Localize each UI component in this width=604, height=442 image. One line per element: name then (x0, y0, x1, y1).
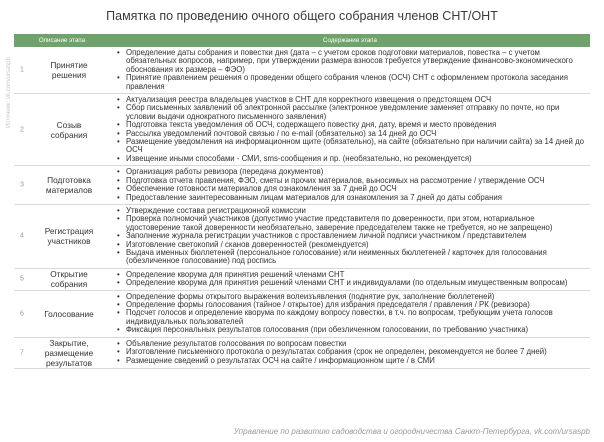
stage-cell (14, 94, 110, 166)
side-watermark: Источник: vk.com/ursaspb (6, 57, 12, 128)
table-row (14, 47, 590, 94)
stage-cell (14, 204, 110, 268)
list-item: • Заполнение журнала регистрации участников с проставлением личной подписи участником / представителем (117, 232, 590, 240)
list-item: • Подсчет голосов и определение кворума по каждому вопросу повестки, в т.ч. по вопросам, требующим учета голосов индивидуальных пользователей (117, 309, 590, 326)
table-row (14, 94, 590, 166)
list-item: • Организация работы ревизора (передача документов) (117, 168, 590, 176)
list-item: • Изготовление письменного протокола о результатах собрания (срок не определен, рекомендуется не более 7 дней) (117, 348, 590, 356)
list-item: • Актуализация реестра владельцев участков в СНТ для корректного извещения о предстоящем ОСЧ (117, 96, 590, 104)
list-item: • Утверждение состава регистрационной комиссии (117, 207, 590, 215)
stage-number: 4 (20, 232, 24, 240)
stage-cell (14, 268, 110, 290)
stage-name: Голосование (44, 308, 94, 319)
list-item: • Размещение уведомления на информационном щите (обязательно), на сайте (обязательно при наличии сайта) за 14 дней до ОСЧ (117, 138, 590, 155)
list-item: • Принятие правлением решения о проведении общего собрания членов (ОСЧ) СНТ с оформлением протокола заседания правления (117, 74, 590, 91)
stage-number: 7 (20, 349, 24, 357)
list-item: • Подготовка текста уведомления об ОСЧ, содержащего повестку дня, дату, время и место проведения (117, 121, 590, 129)
stage-name: Открытие собрания (50, 269, 88, 290)
stage-content-cell (110, 47, 590, 94)
stage-cell (14, 47, 110, 94)
stage-item-list (110, 94, 590, 165)
list-item: • Определение формы открытого выражения волеизъявления (поднятие рук, заполнение бюллетеней) (117, 293, 590, 301)
footer-credit: Управление по развитию садоводства и огородничества Санкт-Петербурга, vk.com/ursaspb (233, 427, 590, 436)
table-header-row (14, 34, 590, 47)
stage-item-list (110, 269, 590, 290)
table-row (14, 337, 590, 368)
table-row (14, 268, 590, 290)
stage-name: Регистрация участников (44, 226, 94, 247)
list-item: • Определение кворума для принятия решений членами СНТ (117, 271, 590, 279)
stage-item-list (110, 205, 590, 268)
table-row (14, 290, 590, 337)
list-item: • Изготовление светокопий / сканов доверенностей (рекомендуется) (117, 241, 590, 249)
stage-item-list (110, 47, 590, 93)
stage-content-cell (110, 268, 590, 290)
stage-name: Созыв собрания (50, 119, 88, 140)
list-item: • Определение формы голосования (тайное / открытое) для избрания председателя / правления / РК (ревизора) (117, 301, 590, 309)
list-item: • Определение даты собрания и повестки дня (дата – с учетом сроков подготовки материалов, повестка – с учетом обязательных вопросов, например, при утверждении размера взносов требуется утверждение финансово-экономического обоснования их размера – ФЭО) (117, 49, 590, 74)
stage-cell (14, 290, 110, 337)
list-item: • Объявление результатов голосования по вопросам повестки (117, 340, 590, 348)
header-stage: Описание этапа (14, 34, 110, 47)
list-item: • Выдача именных бюллетеней (персональное голосование) или неименных бюллетеней / карточек для голосования (обезличенное голосование) под роспись (117, 249, 590, 266)
stage-number: 2 (20, 126, 24, 134)
list-item: • Проверка полномочий участников (допустимо участие представителя по доверенности, при этом, нотариальное удостоверение такой доверенности необязательно, заверение председателем также не требуется, но не запрещено) (117, 215, 590, 232)
stage-cell (14, 337, 110, 368)
list-item: • Извещение иными способами - СМИ, sms-сообщения и пр. (необязательно, но рекомендуется) (117, 155, 590, 163)
stage-item-list (110, 338, 590, 367)
stage-name: Принятие решения (50, 60, 88, 81)
stage-item-list (110, 166, 590, 204)
table-row (14, 166, 590, 205)
stage-cell (14, 166, 110, 205)
stage-name: Подготовка материалов (45, 175, 93, 196)
list-item: • Предоставление заинтересованным лицам материалов для ознакомления за 7 дней до даты собрания (117, 194, 590, 202)
page-title: Памятка по проведению очного общего собрания членов СНТ/ОНТ (106, 9, 498, 23)
table-row (14, 204, 590, 268)
list-item: • Обеспечение готовности материалов для ознакомления за 7 дней до ОСЧ (117, 185, 590, 193)
stage-number: 3 (20, 181, 24, 189)
header-content: Содержание этапа (110, 34, 590, 47)
list-item: • Подготовка отчета правления, ФЭО, сметы и прочих материалов, выносимых на рассмотрение / утверждение ОСЧ (117, 177, 590, 185)
stage-item-list (110, 291, 590, 337)
memo-table (14, 34, 590, 369)
stage-content-cell (110, 166, 590, 205)
list-item: • Рассылка уведомлений почтовой связью / по e-mail (обязательно) за 14 дней до ОСЧ (117, 130, 590, 138)
stage-content-cell (110, 337, 590, 368)
stage-number: 5 (20, 275, 24, 283)
stage-name: Закрытие, размещение результатов (44, 337, 94, 368)
list-item: • Определение кворума для принятия решений членами СНТ и индивидуалами (по отдельным имущественным вопросам) (117, 279, 590, 287)
list-item: • Размещение сведений о результатах ОСЧ на сайте / информационном щите / в СМИ (117, 357, 590, 365)
list-item: • Сбор письменных заявлений об электронной рассылке (электронное уведомление заменяет отправку по почте, но при условии выдачи однократного письменного заявления) (117, 104, 590, 121)
stage-number: 1 (20, 66, 24, 74)
stage-number: 6 (20, 310, 24, 318)
stage-content-cell (110, 290, 590, 337)
stage-content-cell (110, 94, 590, 166)
stage-content-cell (110, 204, 590, 268)
list-item: • Фиксация персональных результатов голосования (при обезличенном голосовании, по требованию участника) (117, 326, 590, 334)
